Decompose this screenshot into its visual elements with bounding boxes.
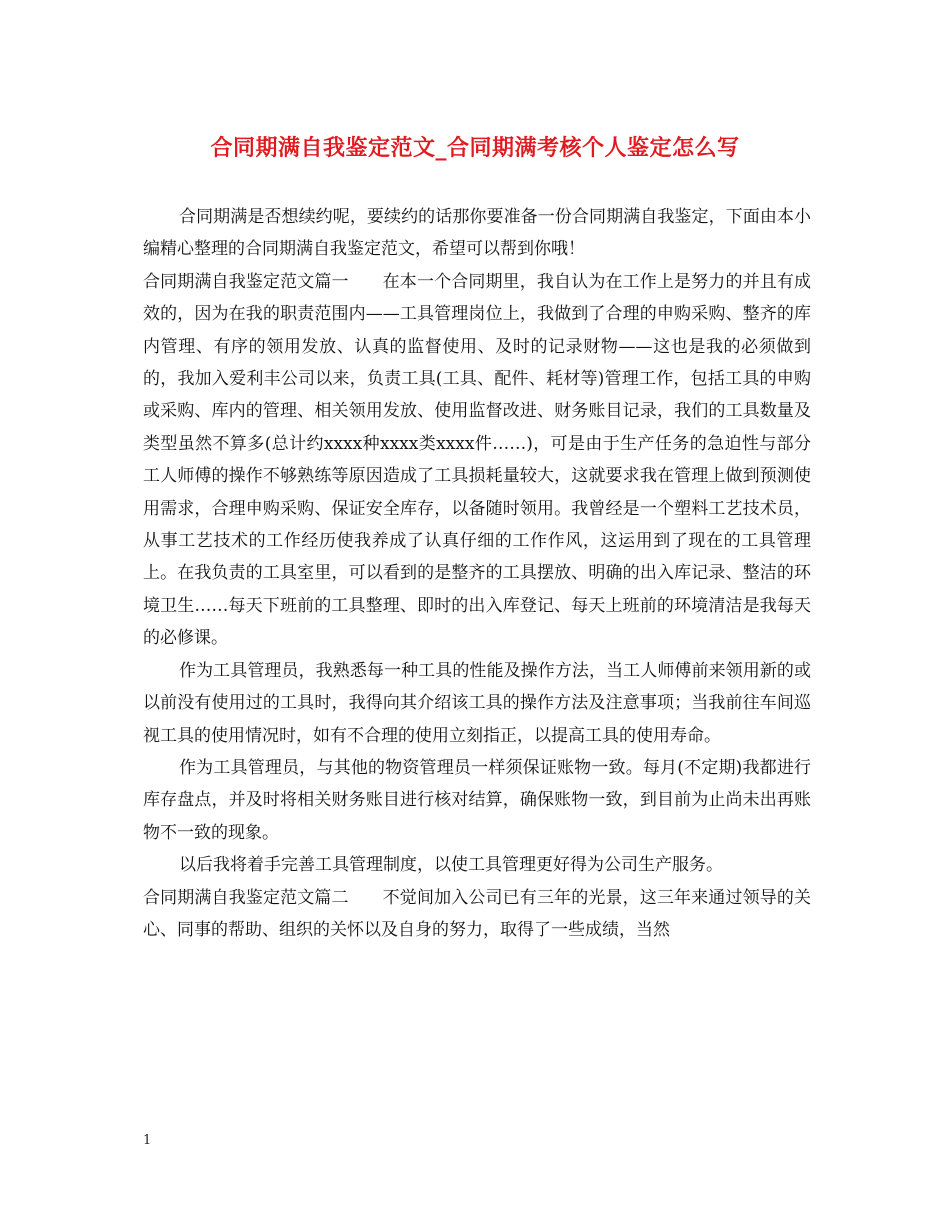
section2-first-paragraph [143, 882, 811, 947]
section1-paragraph3: 作为工具管理员，与其他的物资管理员一样须保证账物一致。每月(不定期)我都进行库存盘点，并及时将相关财务账目进行核对结算，确保账物一致，到目前为止尚未出再账物不一致的现象。 [143, 757, 811, 843]
section2-heading: 合同期满自我鉴定范文篇二 [143, 887, 349, 908]
page-number: 1 [143, 1133, 152, 1148]
section1-first-paragraph [143, 266, 811, 655]
document-title: 合同期满自我鉴定范文_合同期满考核个人鉴定怎么写 [210, 135, 740, 161]
section1-paragraph4: 以后我将着手完善工具管理制度，以使工具管理更好得为公司生产服务。 [179, 855, 723, 876]
intro-paragraph: 合同期满是否想续约呢，要续约的话那你要准备一份合同期满自我鉴定，下面由本小编精心整理的合同期满自我鉴定范文，希望可以帮到你哦！ [143, 207, 811, 260]
document-body [143, 201, 811, 946]
section1-paragraph1-text: 在本一个合同期里，我自认为在工作上是努力的并且有成效的，因为在我的职责范围内——工具管理岗位上，我做到了合理的申购采购、整齐的库内管理、有序的领用发放、认真的监督使用、及时的记录财物——这也是我的必须做到的，我加入爱利丰公司以来，负责工具(工具、配件、耗材等)管理工作，包括工具的申购或采购、库内的管理、相关领用发放、使用监督改进、财务账目记录，我们的工具数量及类型虽然不算多(总计约xxxx种xxxx类xxxx件……)，可是由于生产任务的急迫性与部分工人师傅的操作不够熟练等原因造成了工具损耗量较大，这就要求我在管理上做到预测使用需求，合理申购采购、保证安全库存，以备随时领用。我曾经是一个塑料工艺技术员，从事工艺技术的工作经历使我养成了认真仔细的工作作风，这运用到了现在的工具管理上。在我负责的工具室里，可以看到的是整齐的工具摆放、明确的出入库记录、整洁的环境卫生……每天下班前的工具整理、即时的出入库登记、每天上班前的环境清洁是我每天的必修课。 [143, 271, 812, 649]
section1-paragraph2: 作为工具管理员，我熟悉每一种工具的性能及操作方法，当工人师傅前来领用新的或以前没有使用过的工具时，我得向其介绍该工具的操作方法及注意事项；当我前往车间巡视工具的使用情况时，如有不合理的使用立刻指正，以提高工具的使用寿命。 [143, 660, 811, 746]
section1-heading: 合同期满自我鉴定范文篇一 [143, 271, 349, 292]
section2-paragraph1-text: 不觉间加入公司已有三年的光景，这三年来通过领导的关心、同事的帮助、组织的关怀以及自身的努力，取得了一些成绩，当然 [143, 887, 812, 940]
